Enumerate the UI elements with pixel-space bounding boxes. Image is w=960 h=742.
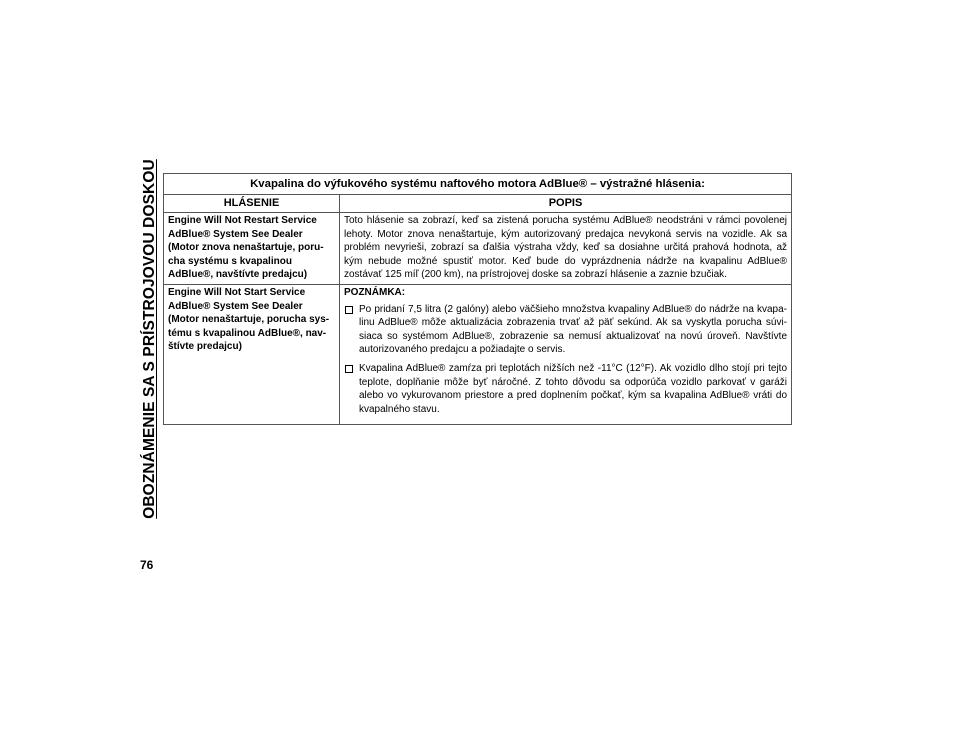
list-item xyxy=(344,303,787,357)
note-list xyxy=(344,303,787,417)
description-cell xyxy=(340,284,792,424)
section-side-title xyxy=(139,148,161,530)
table-row xyxy=(164,213,792,285)
square-bullet-icon xyxy=(345,365,353,373)
note-text: Kvapalina AdBlue® zamŕza pri teplotách nižších než -11°C (12°F). Ak vozidlo dlho stojí pri tejto teplote, doplňanie môže byť náročné. Z tohto dôvodu sa odporúča vozidlo parkovať v garáži alebo vo vykurovanom priestore a pred doplnením počkať, kým sa kvapalina AdBlue® vráti do kvapalného stavu. xyxy=(359,362,788,415)
page-number: 76 xyxy=(140,558,154,572)
adblue-warnings-table xyxy=(163,173,792,425)
note-text: Po pridaní 7,5 litra (2 galóny) alebo väčšieho množstva kvapaliny AdBlue® do nádrže na kvapa-linu AdBlue® môže aktualizácia zobrazenia trvať až päť sekúnd. Ak sa vyskytla porucha súvi-siaca so systémom AdBlue®, zobrazenie sa nemusí aktualizovať na novú úroveň. Navštívte autorizovaného predajcu a požiadajte o servis. xyxy=(359,303,788,356)
message-cell: Engine Will Not Start Service AdBlue® System See Dealer (Motor nenaštartuje, porucha sys- tému s kvapalinou AdBlue®, nav- štívte predajcu) xyxy=(164,284,340,424)
table-caption: Kvapalina do výfukového systému naftového motora AdBlue® – výstražné hlásenia: xyxy=(164,174,792,195)
square-bullet-icon xyxy=(345,306,353,314)
message-cell: Engine Will Not Restart Service AdBlue® System See Dealer (Motor znova nenaštartuje, poru- cha systému s kvapalinou AdBlue®, navštívte predajcu) xyxy=(164,213,340,285)
table-header-row xyxy=(164,195,792,213)
note-title: POZNÁMKA: xyxy=(344,286,406,298)
column-header-message: HLÁSENIE xyxy=(164,195,340,213)
section-side-title-text: OBOZNÁMENIE SA S PRÍSTROJOVOU DOSKOU xyxy=(141,159,158,519)
column-header-description: POPIS xyxy=(340,195,792,213)
list-item xyxy=(344,362,787,416)
description-cell: Toto hlásenie sa zobrazí, keď sa zistená porucha systému AdBlue® neodstráni v rámci povolenej lehoty. Motor znova nenaštartuje, kým autorizovaný predajca nevykoná servis na vozidle. Ak sa problém nevyrieši, zobrazí sa ďalšia výstraha vždy, keď sa dosiahne určitá prahová hodnota, až kým nebude možné spustiť motor. Keď bude do vyprázdnenia nádrže na kvapalinu AdBlue® zostávať 125 míľ (200 km), na prístrojovej doske sa zobrazí hlásenie a zaznie bzučiak. xyxy=(340,213,792,285)
table-caption-row xyxy=(164,174,792,195)
table-row xyxy=(164,284,792,424)
